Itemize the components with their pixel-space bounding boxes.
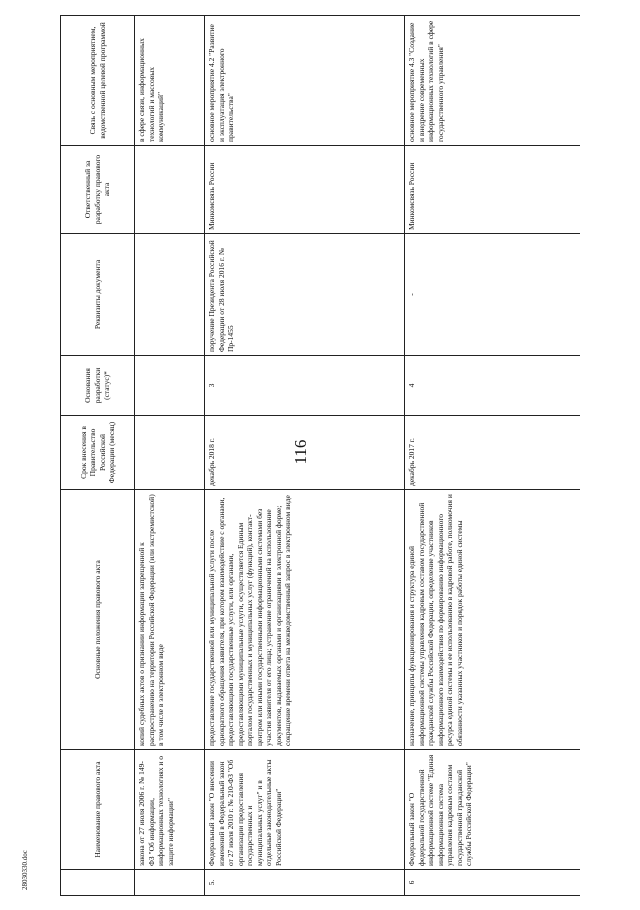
row-responsible: Минкомсвязь России [405, 146, 581, 234]
row-provisions: назначение, принципы функционирования и структура единой информационной системы управления кадровым составом государственной гражданской службы Российской Федерации, определение участников информационного взаимодействия по формированию информационного ресурса единой системы и ее использованию в кадровой работе, полномочия и обязанности указанных участников и порядок работы единой системы [405, 490, 581, 750]
row-num: 6 [405, 870, 581, 896]
header-num [61, 870, 135, 896]
header-name: Наименование правового акта [61, 750, 135, 870]
row-link: основное мероприятие 4.2 "Развитие и эксплуатация электронного правительства" [205, 16, 405, 146]
row-basis: 4 [405, 356, 581, 416]
header-provisions: Основные положения правового акта [61, 490, 135, 750]
footer-filename: 28030330.doc [21, 850, 29, 890]
legal-acts-table [60, 15, 580, 896]
row-num [135, 870, 205, 896]
row-provisions: копий судебных актов о признании информации запрещенной к распространению на территории Российской Федерации (или экстремистской) в том числе в электронном виде [135, 490, 205, 750]
rotated-table-wrapper [60, 16, 580, 896]
row-requisites: поручение Президента Российской Федерации от 28 июля 2016 г. № Пр-1455 [205, 234, 405, 356]
row-requisites: - [405, 234, 581, 356]
row-requisites [135, 234, 205, 356]
row-link: основное мероприятие 4.3 "Создание и внедрение современных информационных технологий в сфере государственного управления" [405, 16, 581, 146]
table-row [405, 16, 581, 896]
header-deadline: Срок внесения в Правительство Российской Федерации (месяц) [61, 416, 135, 490]
row-num: 5. [205, 870, 405, 896]
row-basis: 3 [205, 356, 405, 416]
row-name: Федеральный закон "О федеральной государственной информационной системе "Единая информационная система управления кадровым составом государственной гражданской службы Российской Федерации" [405, 750, 581, 870]
row-deadline: декабрь 2018 г. [205, 416, 405, 490]
row-link: в сфере связи, информационных технологий и массовых коммуникаций" [135, 16, 205, 146]
table-header-row [61, 16, 135, 896]
table-row [205, 16, 405, 896]
row-responsible [135, 146, 205, 234]
row-name: закона от 27 июля 2006 г. № 149-ФЗ "Об информации, информационных технологиях и о защите информации" [135, 750, 205, 870]
header-link: Связь с основным мероприятием, ведомственной целевой программой [61, 16, 135, 146]
header-requisites: Реквизиты документа [61, 234, 135, 356]
row-deadline: декабрь 2017 г. [405, 416, 581, 490]
row-deadline [135, 416, 205, 490]
header-basis: Основания разработки (статус)* [61, 356, 135, 416]
page-number: 116 [291, 439, 310, 465]
row-name: Федеральный закон "О внесении изменений в Федеральный закон от 27 июля 2010 г. № 210-ФЗ "Об организации предоставления государственных и муниципальных услуг" и в отдельные законодательные акты Российской Федерации" [205, 750, 405, 870]
row-responsible: Минкомсвязь России [205, 146, 405, 234]
header-responsible: Ответственный за разработку правового акта [61, 146, 135, 234]
row-basis [135, 356, 205, 416]
row-provisions: предоставление государственной или муниципальной услуги после однократного обращения заявителя, при котором взаимодействие с органами, предоставляющими государственные услуги, или органами, предоставляющими муниципальные услуги, осуществляется Единым порталом государственных и муниципальных услуг (функций), контакт-центром или иными государственными информационными системами без участия заявителя от его лица; устранение ограничений на использование документов, выдаваемых органами и организациями в электронной форме; сокращение времени ответа на межведомственный запрос в электронном виде [205, 490, 405, 750]
table-row [135, 16, 205, 896]
